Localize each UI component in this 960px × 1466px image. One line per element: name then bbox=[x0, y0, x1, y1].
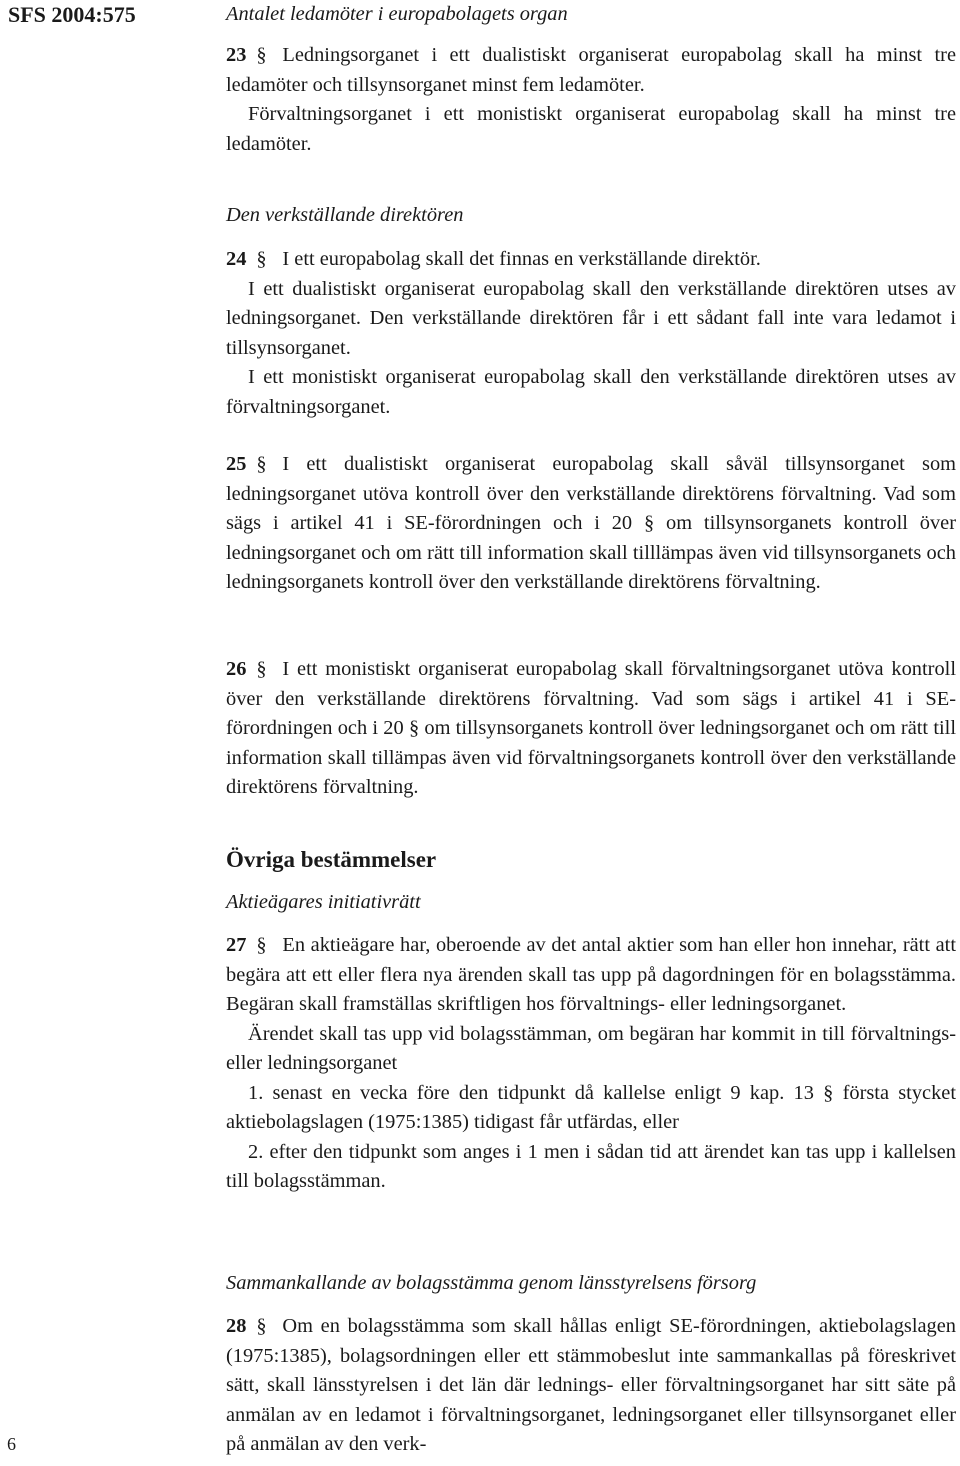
paragraph-text: om tillsynsorganets kontroll över ledningsorganet och om rätt till information skall tillämpas även vid förvaltningsorganets kontroll över den verkställande direktörens förvaltning. bbox=[226, 717, 956, 798]
section-sign: § bbox=[408, 717, 420, 739]
list-item-1-continued: första stycket aktiebolagslagen (1975:1385) tidigast får utfärdas, eller bbox=[226, 1081, 956, 1133]
heading-verkstallande-direktoren: Den verkställande direktören bbox=[226, 204, 464, 226]
heading-ovriga-bestammelser: Övriga bestämmelser bbox=[226, 847, 437, 872]
page-number: 6 bbox=[7, 1434, 16, 1454]
section-sign: § bbox=[643, 512, 655, 534]
paragraph-number: 25 bbox=[226, 453, 247, 475]
paragraph-text: om tillsynsorganets kontroll över ledningsorganet och om rätt till information skall tilllämpas även vid tillsynsorganets och ledningsorganets kontroll över den verkställande direktörens förvaltning. bbox=[226, 512, 956, 593]
sfs-number: SFS 2004:575 bbox=[8, 2, 136, 27]
paragraph-number: 23 bbox=[226, 44, 247, 66]
paragraph-text: Ärendet skall tas upp vid bolagsstämman, om begäran har kommit in till förvaltnings- eller ledningsorganet bbox=[226, 1022, 956, 1074]
section-sign: § bbox=[256, 248, 267, 270]
paragraph-number: 24 bbox=[226, 248, 247, 270]
paragraph-number: 26 bbox=[226, 658, 247, 680]
paragraph-text: I ett dualistiskt organiserat europabolag skall såväl tillsynsorganet som ledningsorganet utöva kontroll över den verkställande direktörens förvaltning. Vad som sägs i artikel 41 i SE-förordningen och i 20 bbox=[226, 453, 956, 534]
heading-sammankallande: Sammankallande av bolagsstämma genom länsstyrelsens försorg bbox=[226, 1272, 757, 1294]
section-sign: § bbox=[256, 934, 267, 956]
paragraph-number: 28 bbox=[226, 1315, 247, 1337]
section-sign: § bbox=[256, 658, 267, 680]
heading-aktieagares-initiativratt: Aktieägares initiativrätt bbox=[226, 891, 421, 913]
paragraph-24 bbox=[226, 245, 956, 422]
heading-antal-ledamoter: Antalet ledamöter i europabolagets organ bbox=[226, 3, 568, 25]
section-sign: § bbox=[823, 1081, 834, 1104]
paragraph-28 bbox=[226, 1312, 956, 1460]
paragraph-25 bbox=[226, 450, 956, 598]
section-sign: § bbox=[256, 44, 267, 66]
paragraph-text: Ledningsorganet i ett dualistiskt organiserat europabolag skall ha minst tre ledamöter och tillsynsorganet minst fem ledamöter. bbox=[226, 44, 956, 96]
paragraph-text: I ett monistiskt organiserat europabolag skall den verkställande direktören utses av förvaltningsorganet. bbox=[226, 366, 956, 418]
paragraph-26 bbox=[226, 655, 956, 803]
paragraph-text: En aktieägare har, oberoende av det antal aktier som han eller hon innehar, rätt att begära att ett eller flera nya ärenden skall tas upp på dagordningen för en bolagsstämma. Begäran skall framställas skriftligen hos förvaltnings- eller ledningsorganet. bbox=[226, 934, 956, 1015]
section-sign: § bbox=[256, 453, 267, 475]
paragraph-27 bbox=[226, 931, 956, 1197]
list-item-1: 1. senast en vecka före den tidpunkt då kallelse enligt 9 kap. 13 bbox=[248, 1081, 814, 1104]
paragraph-text: Om en bolagsstämma som skall hållas enligt SE-förordningen, aktiebolagslagen (1975:1385), bolagsordningen eller ett stämmobeslut inte sammankallas på föreskrivet sätt, skall länsstyrelsen i det län där lednings- eller förvaltningsorganet har sitt säte på anmälan av en ledamot i förvaltningsorganet, ledningsorganet eller tillsynsorganet eller på anmälan av den verk- bbox=[226, 1315, 956, 1455]
section-sign: § bbox=[256, 1315, 267, 1337]
paragraph-text: I ett europabolag skall det finnas en verkställande direktör. bbox=[282, 248, 761, 270]
paragraph-text: I ett dualistiskt organiserat europabolag skall den verkställande direktören utses av ledningsorganet. Den verkställande direktören får i ett sådant fall inte vara ledamot i tillsynsorganet. bbox=[226, 277, 956, 359]
paragraph-text: Förvaltningsorganet i ett monistiskt organiserat europabolag skall ha minst tre ledamöter. bbox=[226, 103, 956, 155]
paragraph-number: 27 bbox=[226, 934, 247, 956]
list-item-2: 2. efter den tidpunkt som anges i 1 men i sådan tid att ärendet kan tas upp i kallelsen till bolagsstämman. bbox=[226, 1140, 956, 1192]
paragraph-text: I ett monistiskt organiserat europabolag skall förvaltningsorganet utöva kontroll över den verkställande direktörens förvaltning. Vad som sägs i artikel 41 i SE-förordningen och i 20 bbox=[226, 658, 956, 739]
paragraph-23 bbox=[226, 41, 956, 159]
